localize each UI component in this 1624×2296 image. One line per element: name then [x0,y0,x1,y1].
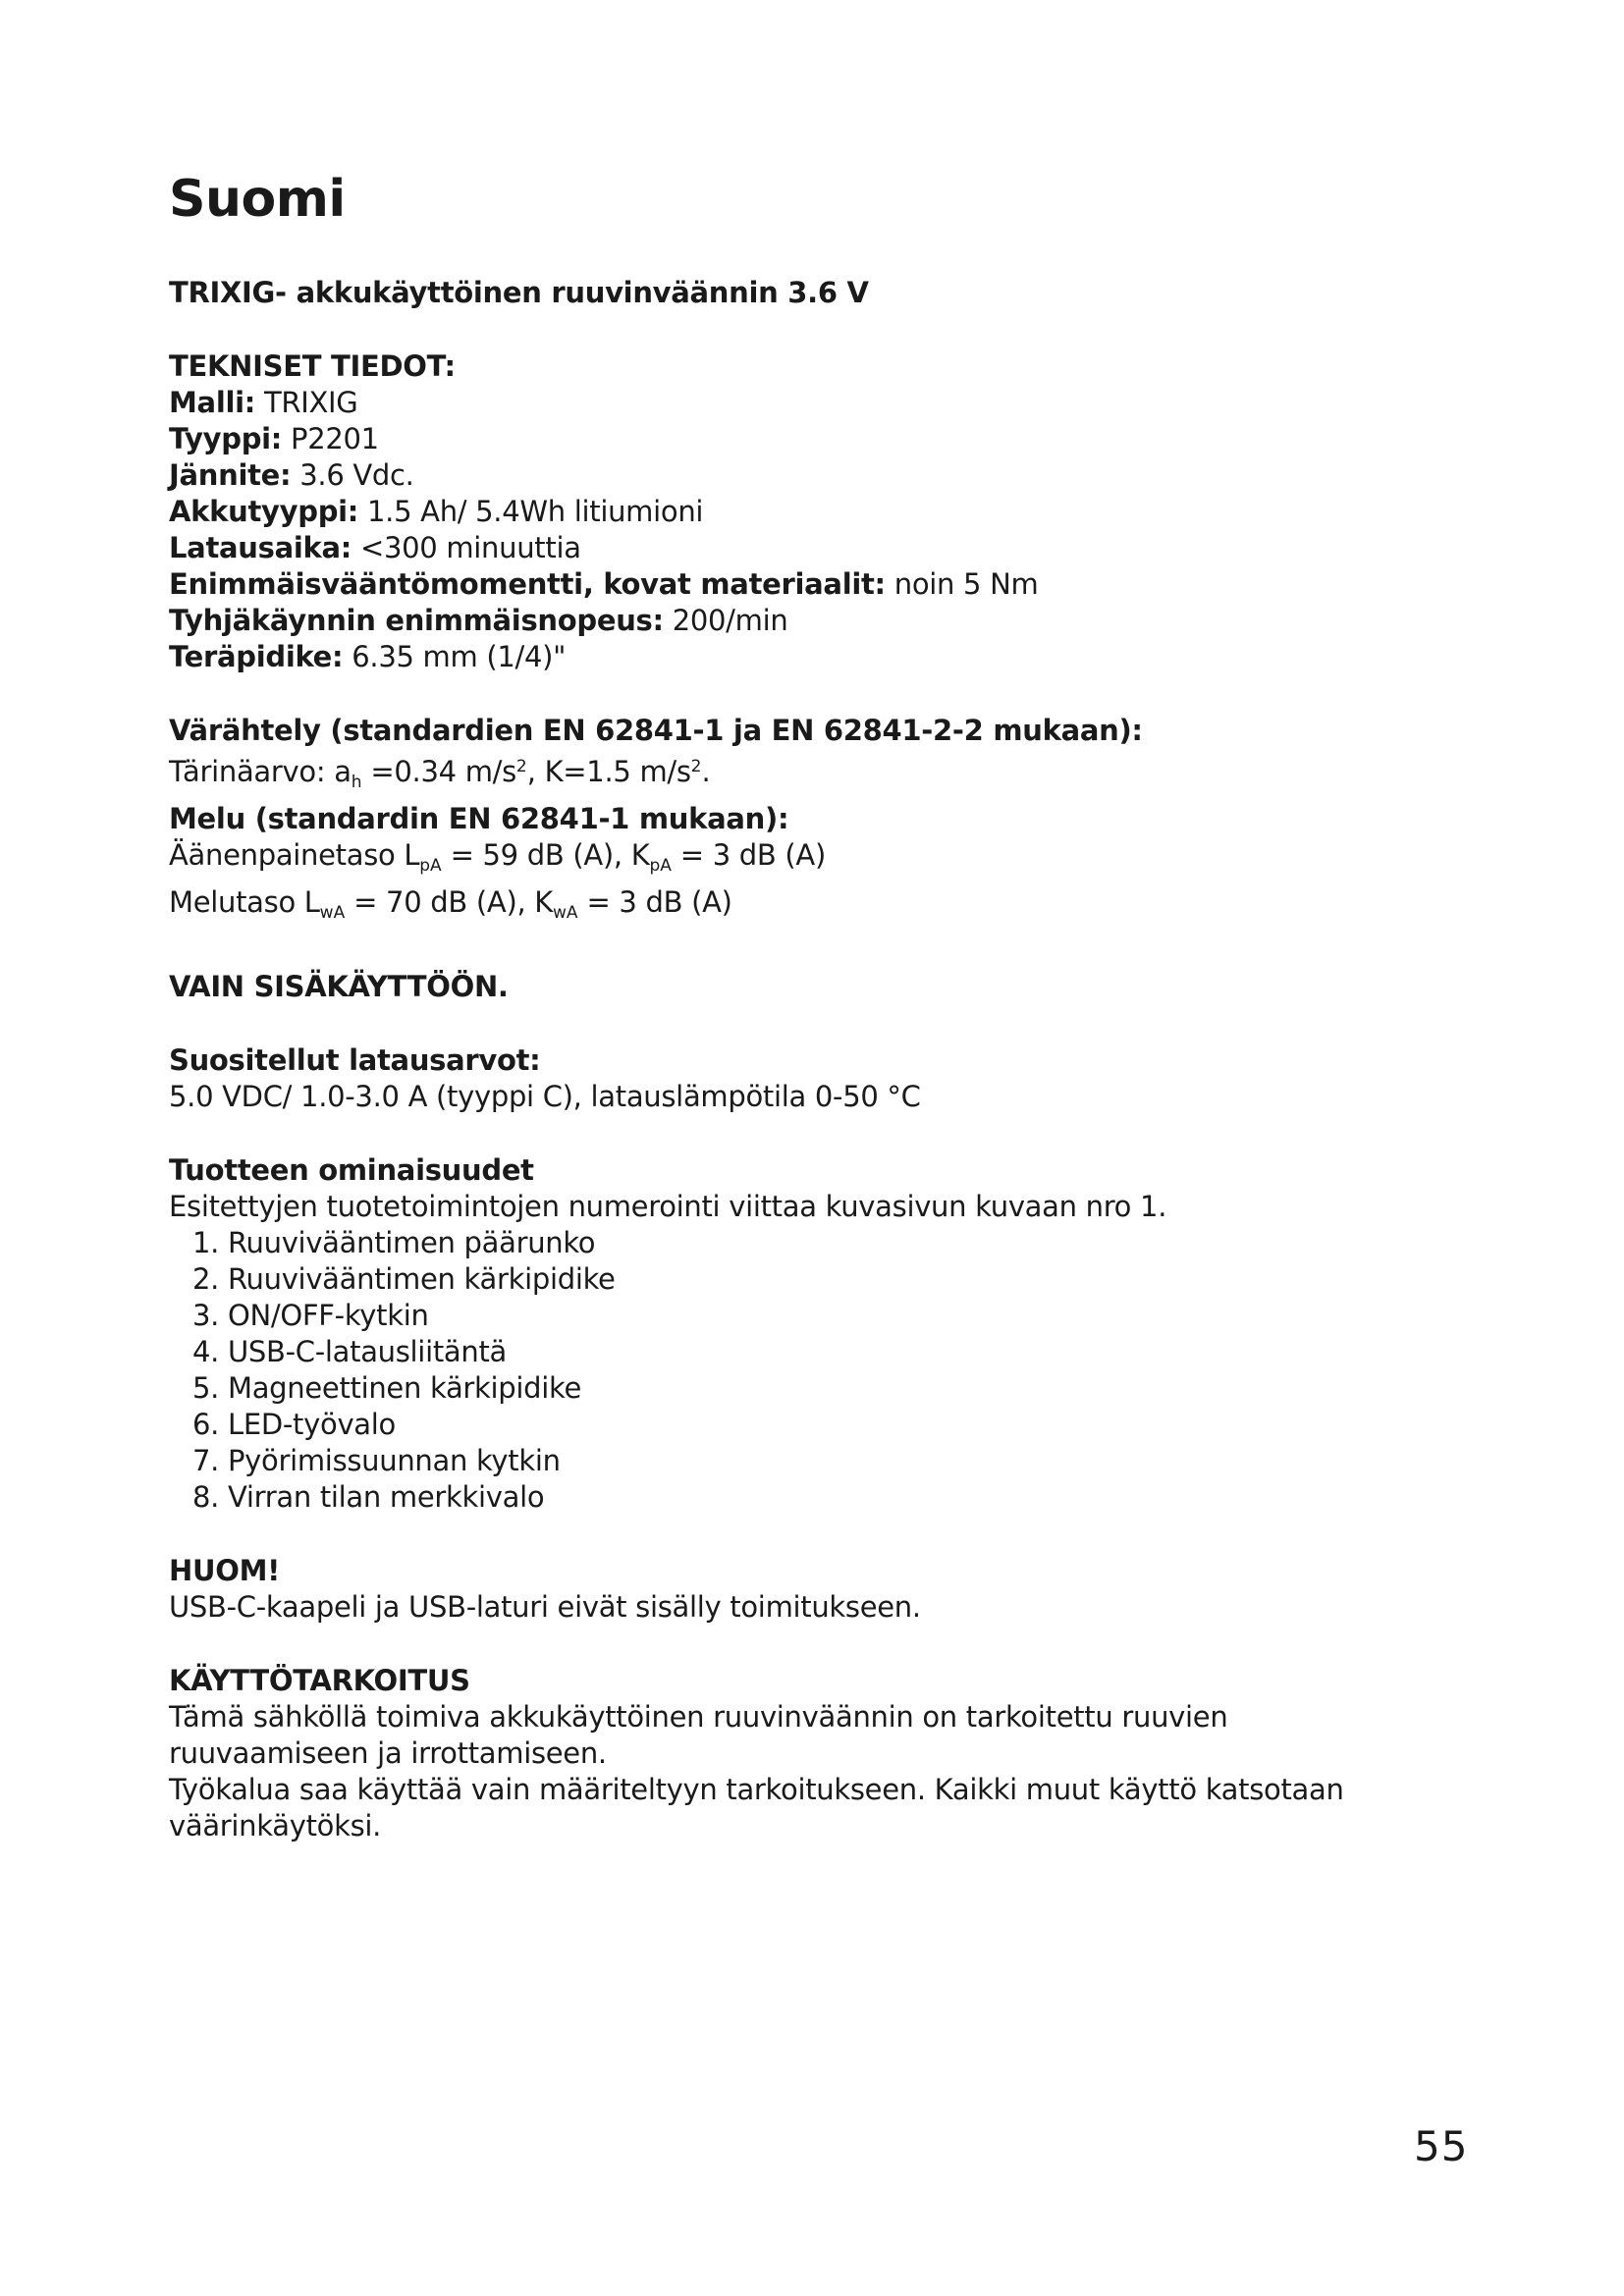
charging-text: 5.0 VDC/ 1.0-3.0 A (tyyppi C), latauslämpötila 0-50 °C [169,1079,921,1113]
list-item: 4. USB-C-latausliitäntä [192,1334,507,1368]
vibration-value: Tärinäarvo: $a_h =0.34$ $m/s^2$, K=1.5 $m/s^2$. [169,754,711,792]
sound-pressure-value: Äänenpainetaso $L_{pA} = 59$ dB (A), $K_{pA} = 3$ dB (A) [169,837,826,876]
manual-page-content [169,169,1445,1844]
list-item: 2. Ruuvivääntimen kärkipidike [192,1261,616,1296]
page-number: 55 [1414,2122,1469,2170]
list-item: 8. Virran tilan merkkivalo [192,1479,545,1514]
spec-row: Enimmäisvääntömomentti, kovat materiaalit: noin 5 Nm [169,566,1039,601]
list-item: 3. ON/OFF-kytkin [192,1298,429,1332]
intended-use [169,1663,1445,1844]
language-heading: Suomi [169,170,346,229]
product-title: TRIXIG- akkukäyttöinen ruuvinväännin 3.6 V [169,276,869,310]
charging-values [169,1042,1445,1115]
spec-row: Tyyppi: P2201 [169,421,379,455]
spec-row: Jännite: 3.6 Vdc. [169,457,414,492]
product-features [169,1152,1445,1516]
note-text: USB-C-kaapeli ja USB-laturi eivät sisälly toimitukseen. [169,1589,921,1624]
vibration-title: Värähtely (standardien EN 62841-1 ja EN 62841-2-2 mukaan): [169,713,1143,747]
list-item: 1. Ruuvivääntimen päärunko [192,1225,596,1259]
charging-title: Suositellut latausarvot: [169,1042,541,1077]
features-intro: Esitettyjen tuotetoimintojen numerointi viittaa kuvasivun kuvaan nro 1. [169,1189,1167,1223]
specs-title: TEKNISET TIEDOT: [169,348,456,383]
spec-row: Latausaika: <300 minuuttia [169,530,581,564]
note-section [169,1553,1445,1626]
list-item: 7. Pyörimissuunnan kytkin [192,1443,561,1477]
list-item: 6. LED-työvalo [192,1407,396,1441]
features-title: Tuotteen ominaisuudet [169,1152,534,1187]
indoor-only-notice: VAIN SISÄKÄYTTÖÖN. [169,969,509,1003]
features-list [169,1225,1445,1516]
intended-use-text: Työkalua saa käyttää vain määriteltyyn tarkoitukseen. Kaikki muut käyttö katsotaan [169,1772,1344,1806]
intended-use-title: KÄYTTÖTARKOITUS [169,1663,470,1697]
technical-specs [169,348,1445,675]
intended-use-text: väärinkäytöksi. [169,1808,382,1842]
spec-row: Akkutyyppi: 1.5 Ah/ 5.4Wh litiumioni [169,494,704,528]
spec-row: Malli: TRIXIG [169,385,358,419]
list-item: 5. Magneettinen kärkipidike [192,1370,582,1405]
intended-use-text: Tämä sähköllä toimiva akkukäyttöinen ruuvinväännin on tarkoitettu ruuvien [169,1699,1228,1734]
spec-row: Teräpidike: 6.35 mm (1/4)" [169,639,567,673]
intended-use-text: ruuvaamiseen ja irrottamiseen. [169,1735,607,1770]
sound-power-value: Melutaso $L_{wA} = 70$ dB (A), $K_{wA} = 3$ dB (A) [169,884,732,923]
noise-title: Melu (standardin EN 62841-1 mukaan): [169,801,789,835]
vibration-noise [169,713,1445,932]
spec-row: Tyhjäkäynnin enimmäisnopeus: 200/min [169,603,788,637]
note-title: HUOM! [169,1553,281,1587]
